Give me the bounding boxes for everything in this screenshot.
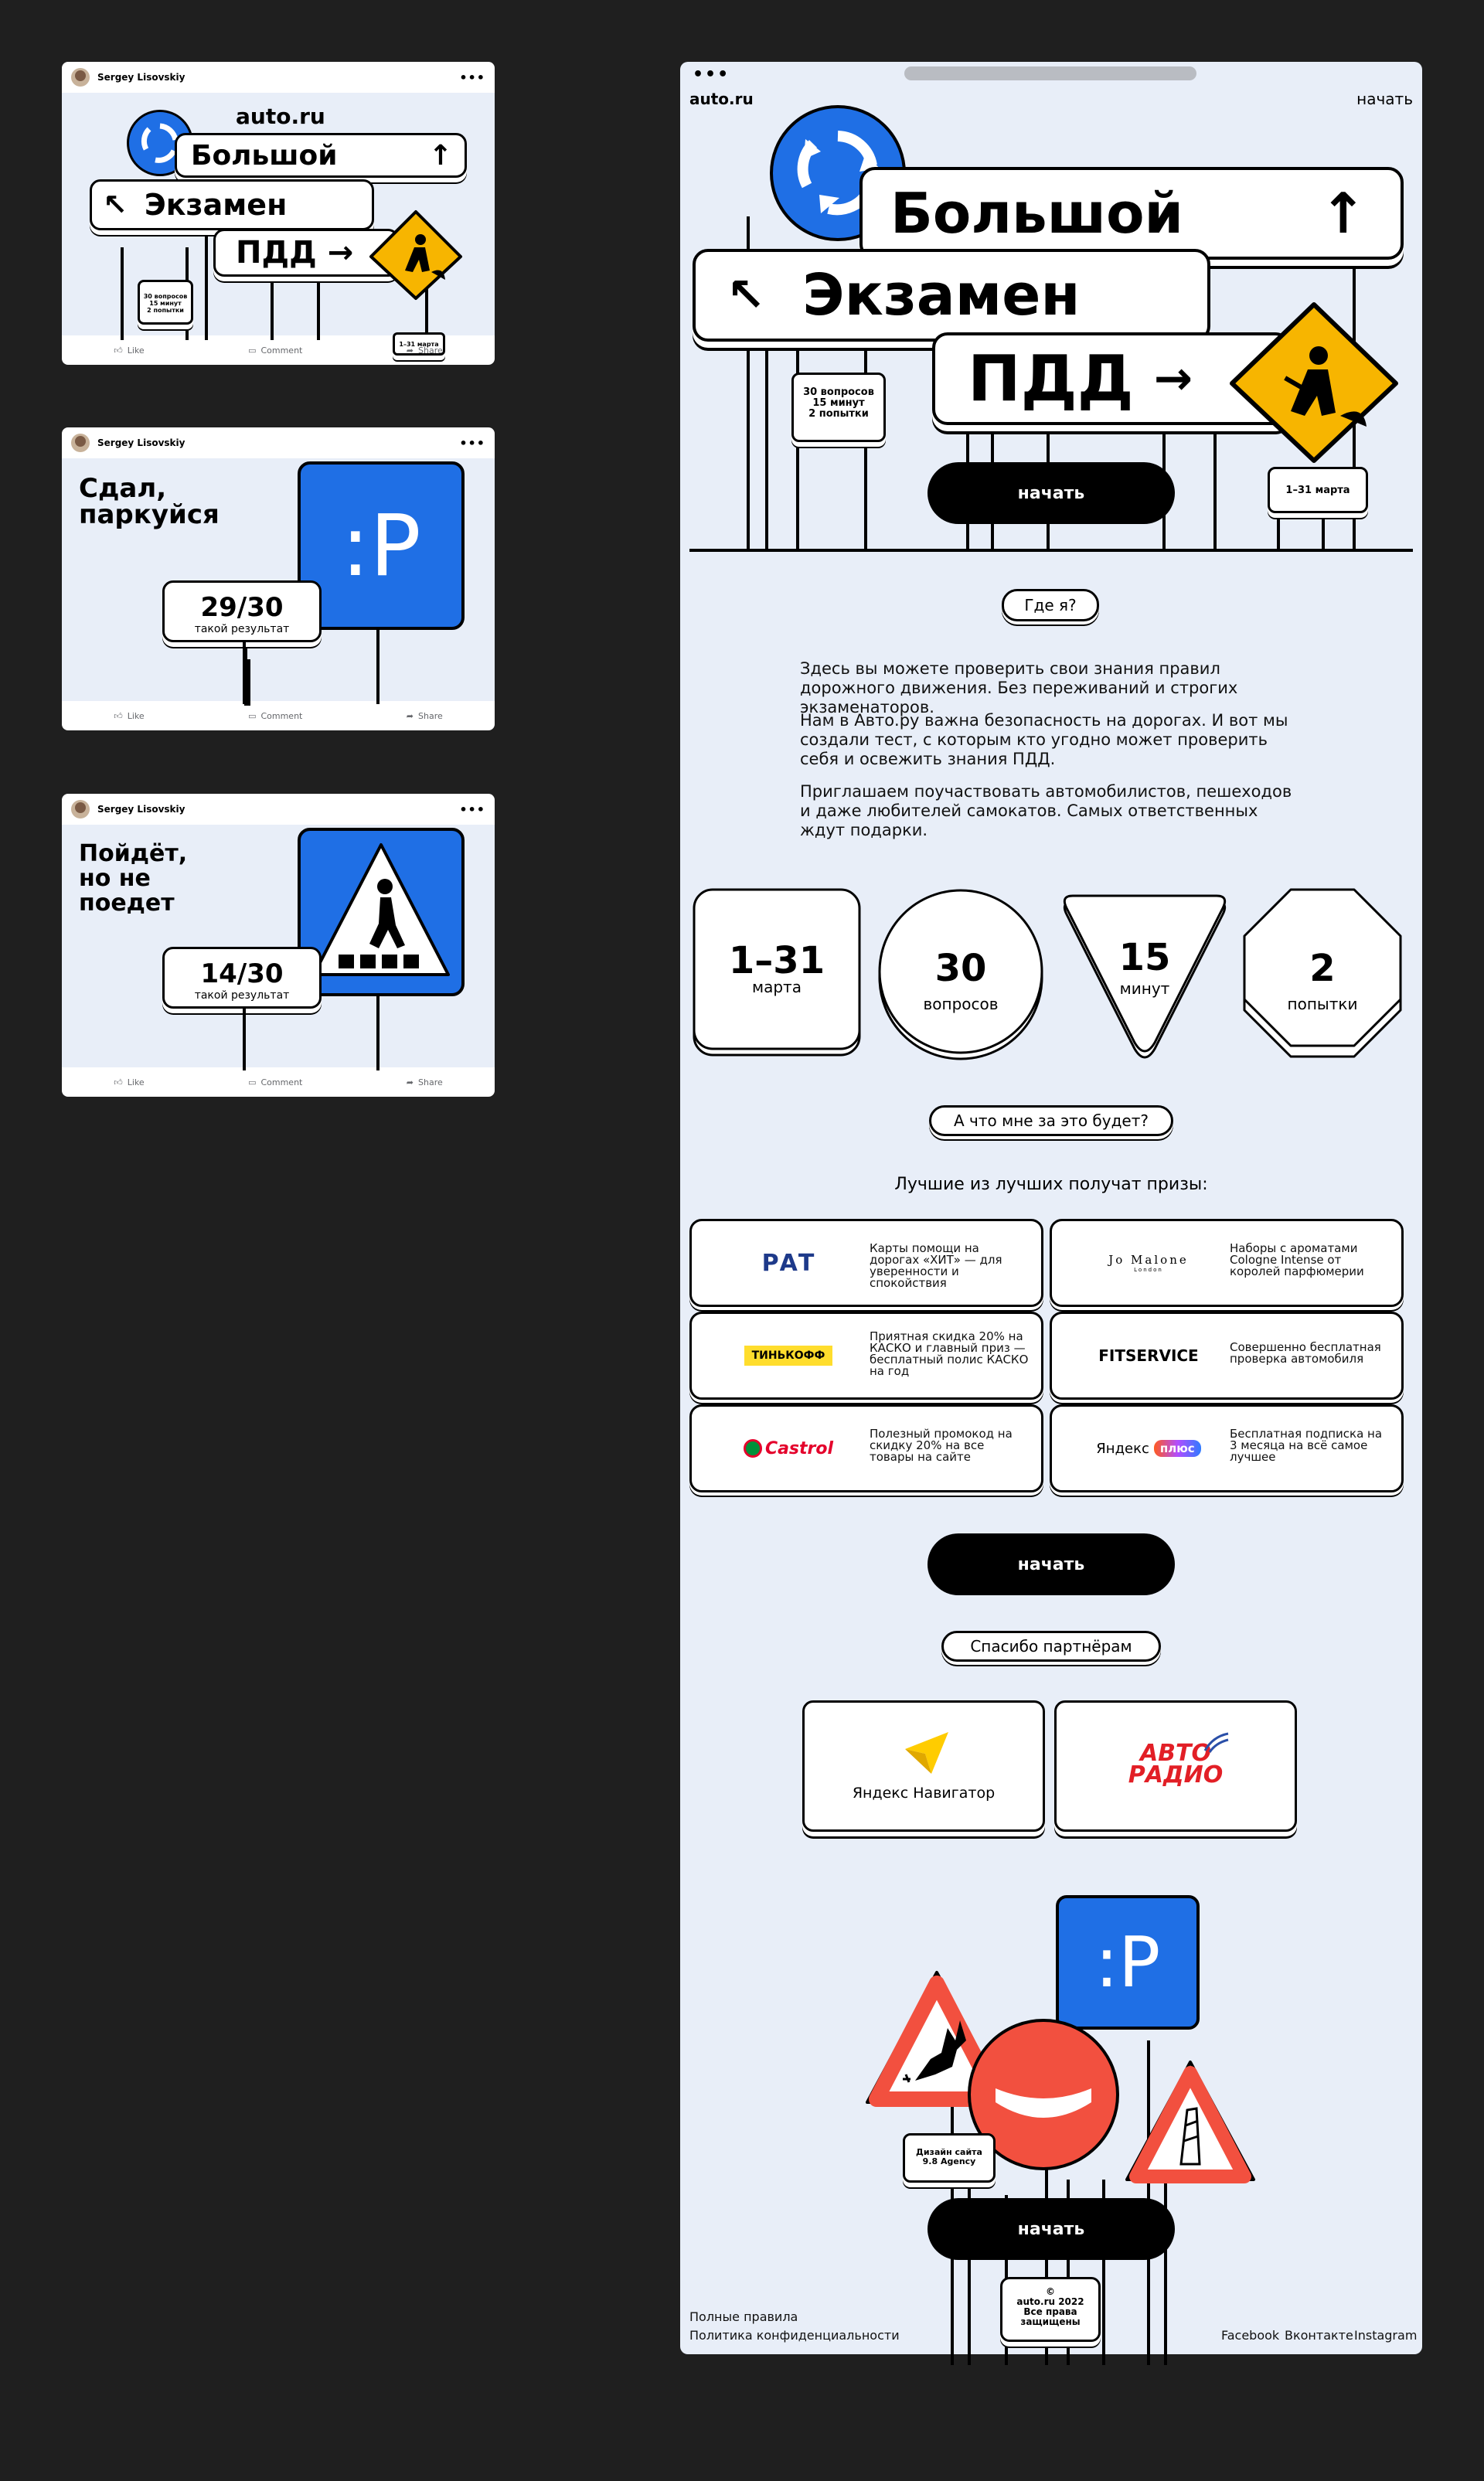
jomalone-logo-sub: London (1134, 1267, 1163, 1273)
thumbs-up-icon: 👍︎ (114, 710, 123, 721)
partner-name: Яндекс Навигатор (852, 1785, 996, 1802)
nav-start-link[interactable]: начать (1356, 90, 1413, 108)
hero-text-line1: Большой (890, 181, 1183, 246)
arrow-up-icon: ↑ (1319, 181, 1367, 246)
date-sign: 1–31 марта (393, 332, 445, 356)
fitservice-logo-text: FITSERVICE (1098, 1346, 1199, 1365)
prize-desc: Бесплатная подписка на 3 месяца на всё самое лучшее (1230, 1427, 1383, 1464)
comment-button[interactable] (248, 345, 302, 356)
score-value: 29/30 (200, 592, 284, 623)
parking-sign-text: :P (1094, 1921, 1161, 2003)
jomalone-logo-text: Jo Malone (1108, 1253, 1189, 1267)
share-button[interactable] (407, 711, 443, 721)
privacy-policy-link[interactable]: Политика конфиденциальности (689, 2328, 900, 2343)
comment-icon: ▭ (248, 345, 257, 356)
sign-ekzamen (90, 179, 374, 230)
comment-icon: ▭ (248, 1077, 257, 1087)
stat-label: вопросов (923, 995, 999, 1013)
more-options-icon[interactable]: ••• (459, 435, 485, 451)
stat-label: марта (752, 978, 802, 996)
comment-label: Comment (260, 1077, 303, 1087)
share-icon: ➦ (406, 710, 414, 721)
prize-desc: Полезный промокод на скидку 20% на все товары на сайте (870, 1427, 1013, 1464)
jomalone-logo (1067, 1221, 1230, 1305)
thumbs-up-icon: 👍︎ (114, 345, 123, 356)
post-actions (62, 1067, 495, 1097)
share-label: Share (418, 1077, 443, 1087)
copyright-sign: © auto.ru 2022 Все права защищены (1000, 2277, 1101, 2342)
like-label: Like (127, 345, 145, 356)
parking-sign-bottom (1056, 1895, 1200, 2030)
info-line: 2 попытки (808, 408, 869, 420)
intro-paragraph-1: Здесь вы можете проверить свои знания правил дорожного движения. Без переживаний и строгих экзаменаторов. (800, 659, 1238, 716)
share-label: Share (418, 710, 443, 721)
avatar[interactable] (71, 68, 90, 87)
stat-number: 1–31 (728, 939, 825, 982)
post-headline (79, 475, 220, 528)
arrow-right-icon: → (327, 235, 354, 271)
headline-line: поедет (79, 890, 175, 917)
prize-desc: Совершенно бесплатная проверка автомобиля (1230, 1340, 1381, 1366)
score-sign (162, 580, 322, 642)
prize-card-castrol (689, 1404, 1043, 1492)
tinkoff-logo-text: ТИНЬКОФФ (744, 1346, 833, 1366)
prize-desc: Карты помощи на дорогах «ХИТ» — для уверенности и спокойствия (870, 1241, 1002, 1290)
pedestrian-crossing-sign (298, 828, 465, 996)
author-name[interactable]: Sergey Lisovskiy (97, 437, 186, 448)
roadwork-sign-icon (368, 209, 464, 301)
prize-card-fitservice (1050, 1312, 1404, 1400)
design-credit-sign: Дизайн сайта 9.8 Agency (903, 2133, 996, 2183)
hero-text-line2: Экзамен (802, 262, 1081, 328)
ground-line (689, 549, 1413, 552)
castrol-logo-text: Castrol (764, 1438, 834, 1458)
start-button-middle[interactable]: начать (928, 1533, 1175, 1595)
more-options-icon[interactable]: ••• (459, 70, 485, 85)
arrow-right-icon: → (1153, 352, 1193, 406)
like-button[interactable] (114, 345, 144, 356)
social-post-2 (62, 427, 495, 730)
hero-date-sign: 1–31 марта (1268, 467, 1368, 513)
stat-questions (873, 885, 1048, 1055)
partner-yandex-navigator[interactable] (802, 1700, 1045, 1832)
post-image (62, 93, 495, 348)
full-rules-link[interactable]: Полные правила (689, 2309, 798, 2324)
avatar[interactable] (71, 800, 90, 818)
facebook-link[interactable]: Facebook (1221, 2328, 1280, 2343)
share-button[interactable] (407, 345, 443, 356)
brand-logo: auto.ru (236, 104, 325, 129)
radio-waves-icon (1202, 1731, 1233, 1754)
info-line: 30 вопросов (803, 386, 874, 398)
prize-card-yandex-plus (1050, 1404, 1404, 1492)
partners-pill: Спасибо партнёрам (941, 1631, 1161, 1662)
author-name[interactable]: Sergey Lisovskiy (97, 804, 186, 815)
stat-label: попытки (1287, 995, 1358, 1013)
share-icon: ➦ (406, 1077, 414, 1087)
site-mockup (680, 62, 1422, 2354)
navigator-arrow-icon (899, 1729, 953, 1775)
intro-paragraph-3: Приглашаем поучаствовать автомобилистов, пешеходов и даже любителей самокатов. Самых ответственных ждут подарки. (800, 782, 1292, 839)
comment-icon: ▭ (248, 710, 257, 721)
arrow-upleft-icon: ↖ (727, 268, 766, 322)
vkontakte-link[interactable]: Вконтакте (1285, 2328, 1353, 2343)
sign-bolshoy (175, 133, 467, 178)
score-label: такой результат (194, 989, 290, 1002)
tree-warning-sign-icon (1121, 2056, 1260, 2187)
hero-sign-ekzamen (693, 249, 1210, 342)
rat-logo (707, 1221, 870, 1305)
rat-logo-text: РАТ (761, 1249, 815, 1277)
post-actions (62, 701, 495, 730)
social-post-3 (62, 794, 495, 1097)
avtoradio-bottom: РАДИО (1128, 1761, 1224, 1788)
post-headline (79, 842, 187, 916)
stat-number: 2 (1309, 947, 1336, 990)
info-line: 15 минут (812, 397, 865, 409)
plus-badge: плюс (1154, 1440, 1201, 1457)
hero-info-sign (791, 373, 886, 442)
stat-label: минут (1119, 979, 1170, 998)
castrol-emblem-icon (744, 1439, 762, 1458)
headline-line: но не (79, 865, 151, 892)
site-logo[interactable]: auto.ru (689, 90, 754, 108)
sign-text: Экзамен (144, 188, 288, 222)
social-post-1 (62, 62, 495, 365)
comment-button[interactable] (248, 1077, 302, 1087)
sign-text: ПДД (236, 235, 317, 271)
thumbs-up-icon: 👍︎ (114, 1077, 123, 1087)
more-options-icon[interactable]: ••• (459, 801, 485, 817)
avatar[interactable] (71, 434, 90, 452)
parking-sign-text: :P (341, 496, 421, 595)
share-button[interactable] (407, 1077, 443, 1087)
avtoradio-logo (1057, 1740, 1295, 1788)
yandex-plus-logo (1067, 1407, 1230, 1490)
castrol-logo (707, 1407, 870, 1490)
start-button-bottom[interactable]: начать (928, 2198, 1175, 2260)
prizes-pill: А что мне за это будет? (929, 1105, 1173, 1136)
arrow-up-icon: ↑ (428, 139, 452, 172)
comment-label: Comment (260, 710, 303, 721)
post-actions (62, 335, 495, 365)
stat-attempts (1235, 885, 1410, 1055)
headline-line: Пойдёт, (79, 840, 188, 867)
hero-text-line3: ПДД (968, 342, 1134, 416)
sign-text: Большой (191, 139, 338, 172)
prize-card-tinkoff (689, 1312, 1043, 1400)
where-am-i-pill: Где я? (1002, 589, 1099, 621)
menu-dots-icon[interactable]: ••• (693, 65, 730, 84)
instagram-link[interactable]: Instagram (1354, 2328, 1418, 2343)
arrow-upleft-icon: ↖ (103, 188, 128, 222)
comment-label: Comment (260, 345, 303, 356)
stat-number: 15 (1118, 936, 1171, 979)
stat-dates (689, 885, 864, 1055)
pedestrian-crossing-icon (308, 839, 454, 985)
hero-sign-bolshoy (859, 167, 1404, 260)
partner-avtoradio[interactable] (1054, 1700, 1297, 1832)
avtoradio-top: АВТО (1139, 1740, 1212, 1767)
yandex-logo-text: Яндекс (1096, 1440, 1149, 1457)
like-button[interactable] (114, 711, 144, 721)
stat-number: 30 (934, 947, 987, 990)
start-button-hero[interactable]: начать (928, 462, 1175, 524)
prize-card-jomalone (1050, 1219, 1404, 1307)
headline-line: паркуйся (79, 499, 220, 530)
roadwork-sign-icon (1227, 300, 1401, 465)
small-info-sign: 30 вопросов 15 минут 2 попытки (138, 280, 193, 325)
comment-button[interactable] (248, 711, 302, 721)
like-label: Like (127, 710, 145, 721)
headline-line: Сдал, (79, 473, 167, 504)
score-value: 14/30 (200, 958, 284, 989)
intro-paragraph-2: Нам в Авто.ру важна безопасность на дорогах. И вот мы создали тест, с которым кто угодно может проверить себя и освежить знания ПДД. (800, 711, 1288, 768)
author-name[interactable]: Sergey Lisovskiy (97, 72, 186, 83)
parking-sign (298, 461, 465, 630)
prize-desc: Наборы с ароматами Cologne Intense от королей парфюмерии (1230, 1241, 1364, 1278)
prize-card-rat (689, 1219, 1043, 1307)
post-image (62, 458, 495, 701)
score-label: такой результат (194, 623, 290, 635)
prizes-intro: Лучшие из лучших получат призы: (894, 1175, 1208, 1194)
drag-handle[interactable] (904, 66, 1196, 80)
like-label: Like (127, 1077, 145, 1087)
stat-minutes (1057, 885, 1232, 1055)
share-label: Share (418, 345, 443, 356)
tinkoff-logo (707, 1314, 870, 1397)
post-image (62, 825, 495, 1067)
share-icon: ➦ (406, 345, 414, 356)
like-button[interactable] (114, 1077, 144, 1087)
prize-desc: Приятная скидка 20% на КАСКО и главный приз — бесплатный полис КАСКО на год (870, 1329, 1029, 1378)
fitservice-logo (1067, 1314, 1230, 1397)
score-sign (162, 947, 322, 1009)
